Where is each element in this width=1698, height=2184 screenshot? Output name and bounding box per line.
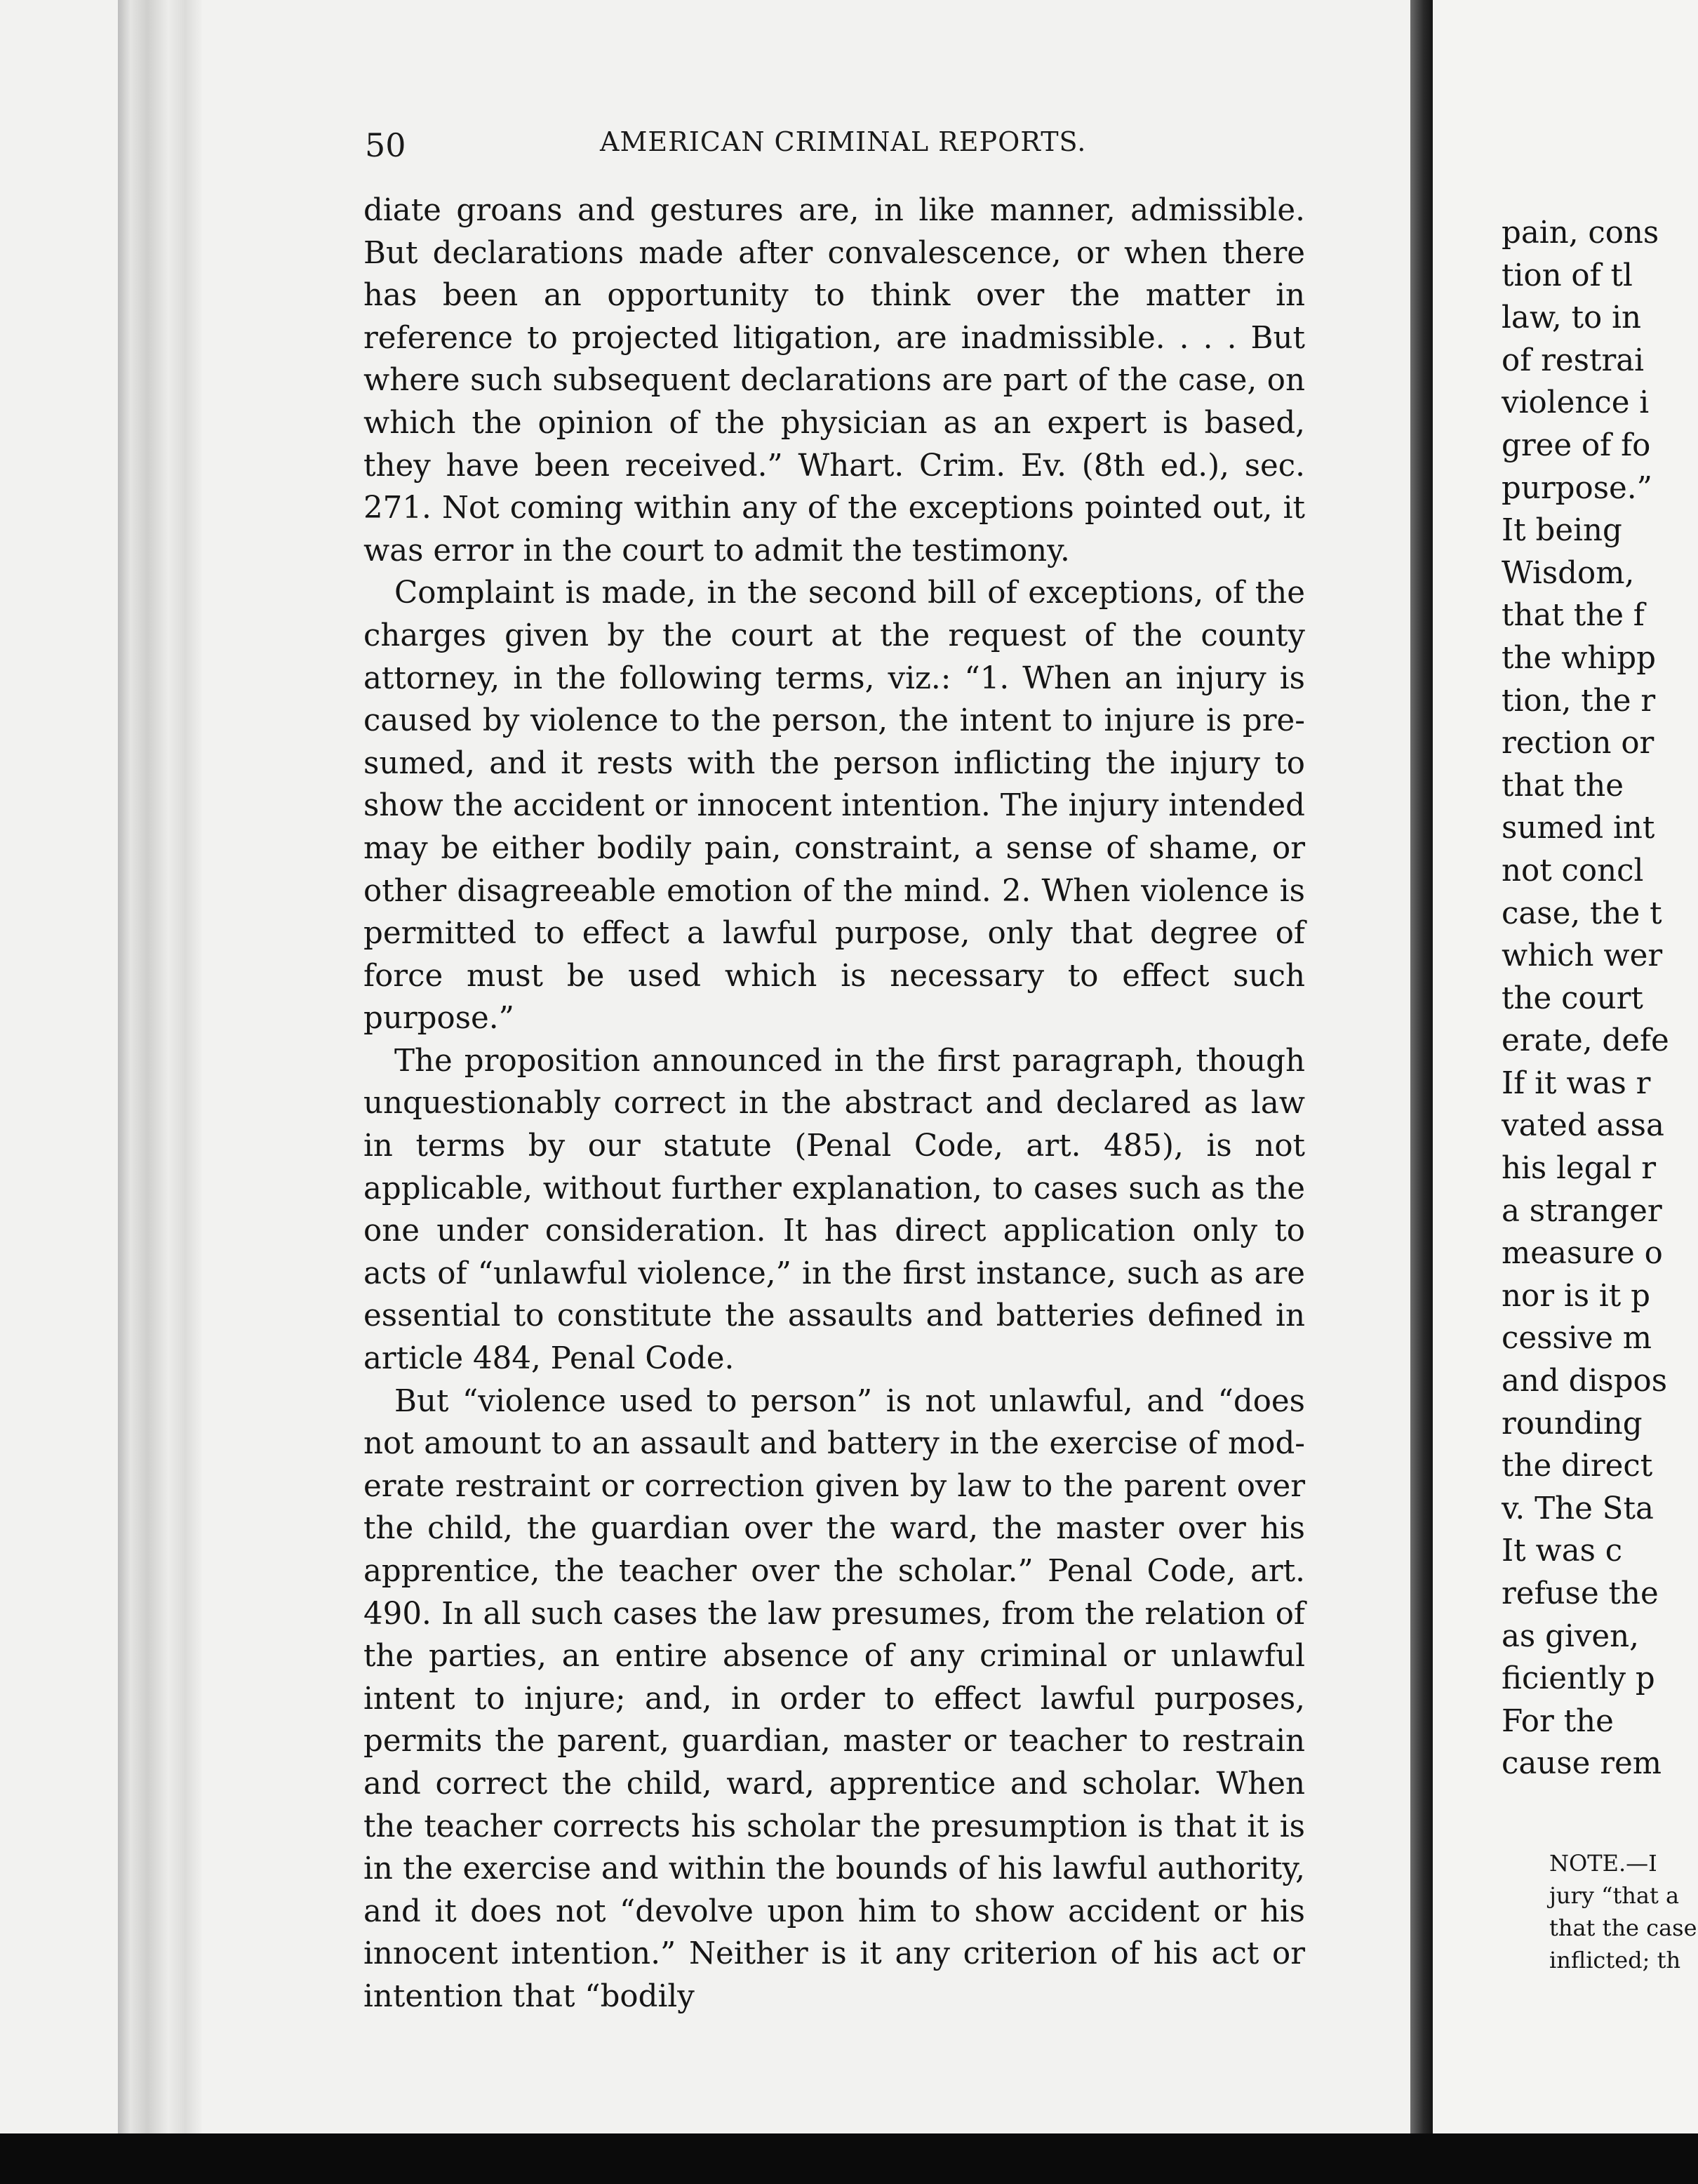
next-page-line: tion of tl — [1502, 258, 1633, 293]
next-page-line: For the — [1502, 1703, 1614, 1739]
next-page-line: cause rem — [1502, 1746, 1662, 1782]
next-page-text-fragment — [1502, 212, 1698, 1785]
next-page-line: If it was r — [1502, 1065, 1651, 1101]
paragraph-violence: But “violence used to person” is not unlawful, and “does not amount to an assault and battery in the exercise of moderate restraint or correction given by law to the parent over the child, the guardian over the ward, the master over his apprentice, the teacher over the scholar.” Penal Code, art. 490. In all such cases the law presumes, from the relation of the parties, an entire absence of any criminal or unlawful intent to injure; and, in order to effect lawful purposes, permits the parent, guardian, master or teacher to restrain and correct the child, ward, apprentice and scholar. When the teacher corrects his scholar the presumption is that it is in the exercise and within the bounds of his lawful authority, and it does not “devolve upon him to show accident or his innocent intention.” Neither is it any criterion of his act or intention that “bodily — [363, 1383, 1305, 2014]
next-page-notes-fragment — [1549, 1847, 1698, 1976]
next-page-line: as given, — [1502, 1618, 1640, 1654]
next-page-line: and dispos — [1502, 1364, 1668, 1399]
next-page-line: vated assa — [1502, 1108, 1664, 1144]
next-page-line: case, the t — [1502, 895, 1662, 931]
next-page-line: It being — [1502, 513, 1622, 549]
next-page-line: Wisdom, — [1502, 555, 1635, 591]
next-page-line: refuse the — [1502, 1576, 1659, 1611]
paragraph-complaint: Complaint is made, in the second bill of exceptions, of the charges given by the court at the request of the county attorney, in the following terms, viz.: “1. When an injury is caused by violence to the person, the intent to injure is presumed, and it rests with the person inflicting the injury to show the accident or innocent intention. The injury intended may be either bodily pain, constraint, a sense of shame, or other disagreeable emotion of the mind. 2. When violence is permitted to effect a lawful purpose, only that degree of force must be used which is necessary to effect such purpose.” — [363, 575, 1305, 1037]
next-page-line: rection or — [1502, 726, 1654, 761]
next-page-line: tion, the r — [1502, 683, 1656, 719]
scan-bottom-border — [0, 2133, 1698, 2184]
book-spine — [1410, 0, 1433, 2148]
paragraph-continued: diate groans and gestures are, in like manner, admissible. But declarations made after convalescence, or when there has been an opportunity to think over the matter in reference to projected litigation, are inadmissible. . . . But where such subsequent declarations are part of the case, on which the opinion of the physician as an expert is based, they have been received.” Whart. Crim. Ev. (8th ed.), sec. 271. Not coming within any of the exceptions pointed out, it was error in the court to admit the testimony. — [363, 193, 1305, 568]
next-page-line: sumed int — [1502, 811, 1655, 846]
paragraph-proposition: The proposition announced in the first paragraph, though unquestionably correct in the abstract and declared as law in terms by our statute (Penal Code, art. 485), is not applicable, without further explanation, to cases such as the one under consideration. It has direct application only to acts of “unlawful violence,” in the first instance, such as are essential to constitute the assaults and batteries defined in article 484, Penal Code. — [363, 1043, 1305, 1377]
next-page-line: measure o — [1502, 1236, 1663, 1272]
next-page-note-line: jury “that a — [1549, 1882, 1680, 1909]
next-page-note-line: that the case — [1549, 1915, 1697, 1941]
next-page-line: not concl — [1502, 853, 1644, 888]
next-page-line: erate, defe — [1502, 1023, 1669, 1059]
next-page-line: law, to in — [1502, 300, 1641, 336]
next-page-line: of restrai — [1502, 342, 1645, 378]
next-page-line: It was c — [1502, 1533, 1623, 1569]
next-page-line: rounding — [1502, 1406, 1643, 1441]
next-page-line: gree of fo — [1502, 427, 1651, 463]
next-page-line: the direct — [1502, 1449, 1653, 1484]
page-number: 50 — [365, 126, 406, 164]
next-page-line: which wer — [1502, 938, 1663, 974]
next-page-line: that the f — [1502, 598, 1645, 634]
next-page-line: that the — [1502, 768, 1624, 804]
next-page-line: violence i — [1502, 385, 1650, 421]
next-page-line: the court — [1502, 980, 1643, 1016]
running-head: AMERICAN CRIMINAL REPORTS. — [600, 126, 1087, 157]
page-edge-shadow — [118, 0, 202, 2133]
next-page-line: pain, cons — [1502, 215, 1659, 251]
next-page-line: nor is it p — [1502, 1278, 1650, 1314]
next-page-note-line: NOTE.—I — [1549, 1850, 1657, 1877]
next-page-line: ficiently p — [1502, 1661, 1655, 1697]
next-page-line: a stranger — [1502, 1193, 1662, 1229]
next-page-line: cessive m — [1502, 1321, 1652, 1357]
next-page-line: purpose.” — [1502, 470, 1652, 506]
main-text-column — [363, 189, 1305, 2018]
next-page-line: the whipp — [1502, 640, 1656, 676]
next-page-line: his legal r — [1502, 1151, 1657, 1187]
next-page-note-line: inflicted; th — [1549, 1947, 1681, 1973]
next-page-line: v. The Sta — [1502, 1491, 1654, 1526]
